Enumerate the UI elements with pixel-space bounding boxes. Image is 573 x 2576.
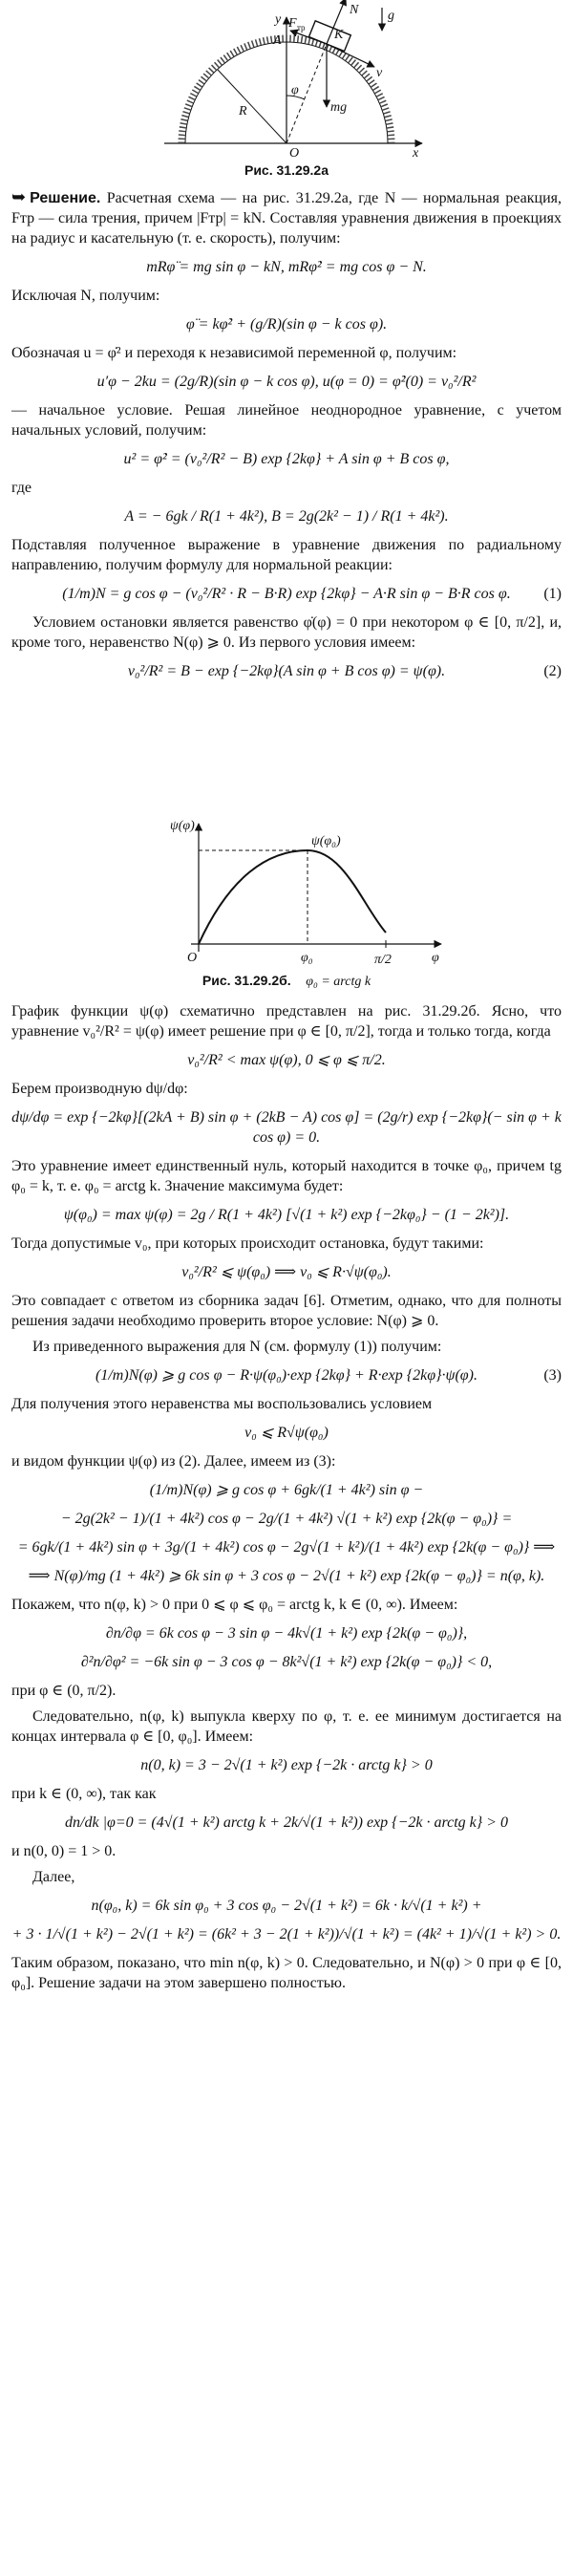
equation-body: (1/m)N = g cos φ − (v₀²/R² · R − B·R) exp {2kφ} − A·R sin φ − B·R cos φ. (62, 586, 511, 602)
paragraph: — начальное условие. Решая линейное неоднородное уравнение, с учетом начальных условий, получим: (11, 402, 562, 439)
figure-2-caption (0, 973, 573, 990)
label-Ftr: F (288, 16, 297, 31)
equation: − 2g(2k² − 1)/(1 + 4k²) cos φ − 2g/(1 + 4k²) √(1 + k²) exp {2k(φ − φ₀)} = (60, 1511, 513, 1527)
equation: v₀²/R² < max ψ(φ), 0 ⩽ φ ⩽ π/2. (187, 1052, 386, 1068)
label-N: N (350, 3, 359, 17)
paragraph: График функции ψ(φ) схематично представлен на рис. 31.29.2б. Ясно, что уравнение v₀²/R² = ψ(φ) имеет решение при φ ∈ [0, π/2], тогда и только тогда, когда (11, 1003, 562, 1040)
equation: v₀²/R² ⩽ ψ(φ₀) ⟹ v₀ ⩽ R·√ψ(φ₀). (181, 1264, 392, 1280)
figure-1 (0, 0, 573, 161)
equation: φ̈ = kφ̇² + (g/R)(sin φ − k cos φ). (185, 316, 388, 333)
label-x: x (413, 146, 419, 161)
equation: (1/m)N(φ) ⩾ g cos φ + 6gk/(1 + 4k²) sin φ − (149, 1482, 424, 1498)
velocity-vector (327, 44, 374, 67)
equation: ⟹ N(φ)/mg (1 + 4k²) ⩾ 6k sin φ + 3 cos φ − 2√(1 + k²) exp {2k(φ − φ₀)} = n(φ, k). (28, 1568, 545, 1584)
paragraph: Из приведенного выражения для N (см. формулу (1)) получим: (32, 1339, 442, 1355)
equation (11, 584, 562, 604)
figure-1-caption: Рис. 31.29.2а (244, 162, 329, 178)
equation: dn/dk |φ=0 = (4√(1 + k²) arctg k + 2k/√(1 + k²)) exp {−2k · arctg k} > 0 (65, 1814, 508, 1831)
equation: A = − 6gk / R(1 + 4k²), B = 2g(2k² − 1) / R(1 + 4k²). (124, 508, 449, 525)
paragraph: Покажем, что n(φ, k) > 0 при 0 ⩽ φ ⩽ φ₀ = arctg k, k ∈ (0, ∞). Имеем: (11, 1597, 458, 1613)
equation: mRφ̈ = mg sin φ − kN, mRφ̇² = mg cos φ − N. (146, 259, 427, 275)
paragraph: Исключая N, получим: (11, 288, 160, 304)
equation: ψ(φ₀) = max ψ(φ) = 2g / R(1 + 4k²) [√(1 + k²) exp {−2kφ₀} − (1 − 2k²)]. (63, 1207, 510, 1223)
label-psi0: ψ(φ₀) (311, 834, 341, 848)
label-K: K (334, 28, 344, 42)
figure-2 (0, 810, 573, 971)
paragraph: Это совпадает с ответом из сборника задач [6]. Отметим, однако, что для полноты решения задачи необходимо проверить второе условие: N(φ) ⩾ 0. (11, 1293, 562, 1329)
label-phi0: φ₀ (301, 951, 313, 965)
label-O: O (187, 951, 198, 965)
equation: v₀ ⩽ R√ψ(φ₀) (244, 1425, 329, 1441)
equation (11, 661, 562, 681)
label-v: v (376, 66, 383, 80)
label-phi: φ (432, 951, 439, 965)
paragraph: и n(0, 0) = 1 > 0. (11, 1843, 117, 1859)
paragraph: Берем производную dψ/dφ: (11, 1081, 188, 1097)
label-psi: ψ(φ) (170, 819, 195, 833)
label-pi-half: π/2 (374, 953, 392, 967)
equation-body: v₀²/R² = B − exp {−2kφ}(A sin φ + B cos φ) = ψ(φ). (127, 663, 446, 679)
paragraph: Условием остановки является равенство φ̇(φ) = 0 при некотором φ ∈ [0, π/2], и, кроме того, неравенство N(φ) ⩾ 0. Из первого условия имеем: (11, 614, 562, 651)
figure-2-caption-note: φ₀ = arctg k (306, 975, 371, 989)
equation: ∂n/∂φ = 6k cos φ − 3 sin φ − 4k√(1 + k²) exp {2k(φ − φ₀)}, (105, 1625, 468, 1642)
paragraph: Обозначая u = φ̇² и переходя к независимой переменной φ, получим: (11, 345, 457, 361)
label-g: g (388, 9, 394, 23)
label-O: O (289, 146, 300, 161)
equation-number: (1) (543, 586, 562, 602)
equation: dψ/dφ = exp {−2kφ}[(2kA + B) sin φ + (2kB − A) cos φ] = (2g/r) exp {−2kφ}(− sin φ + k cos φ) = 0. (11, 1109, 562, 1146)
pointer-arrow-icon: ➥ (11, 187, 27, 207)
radius-line (218, 70, 286, 143)
equation: ∂²n/∂φ² = −6k sin φ − 3 cos φ − 8k²√(1 + k²) exp {2k(φ − φ₀)} < 0, (80, 1654, 493, 1670)
paragraph: при φ ∈ (0, π/2). (11, 1683, 117, 1699)
label-Ftr-sub: тр (297, 23, 306, 32)
equation: + 3 · 1/√(1 + k²) − 2√(1 + k²) = (6k² + 3 − 2(1 + k²))/√(1 + k²) = (4k² + 1)/√(1 + k²) > 0. (11, 1926, 562, 1943)
equation: = 6gk/(1 + 4k²) sin φ + 3g/(1 + 4k²) cos φ − 2g√(1 + k²)/(1 + 4k²) exp {2k(φ − φ₀)} ⟹ (17, 1539, 556, 1556)
equation: n(0, k) = 3 − 2√(1 + k²) exp {−2k · arctg k} > 0 (140, 1757, 433, 1773)
paragraph: Следовательно, n(φ, k) выпукла кверху по φ, т. е. ее минимум достигается на концах интервала φ ∈ [0, φ₀]. Имеем: (11, 1708, 562, 1745)
paragraph: Расчетная схема — на рис. 31.29.2а, где N — нормальная реакция, Fтр — сила трения, причем |Fтр| = kN. Составляя уравнения движения в проекциях на радиус и касательную (т. е. скорость), получим: (11, 190, 562, 247)
paragraph: и видом функции ψ(φ) из (2). Далее, имеем из (3): (11, 1453, 336, 1470)
solution-part-2 (11, 1001, 562, 1999)
solution-heading: Решение. (30, 190, 101, 206)
paragraph: при k ∈ (0, ∞), так как (11, 1786, 157, 1802)
label-phi: φ (291, 83, 299, 97)
label-R: R (239, 104, 247, 118)
label-mg: mg (330, 100, 348, 115)
paragraph: Подставляя полученное выражение в уравнение движения по радиальному направлению, получим формулу для нормальной реакции: (11, 537, 562, 573)
psi-curve (199, 850, 386, 944)
paragraph: где (11, 480, 32, 496)
paragraph: Тогда допустимые v₀, при которых происходит остановка, будут такими: (11, 1235, 484, 1252)
equation-number: (3) (543, 1367, 562, 1384)
equation: u′φ − 2ku = (2g/R)(sin φ − k cos φ), u(φ = 0) = φ̇²(0) = v₀²/R² (96, 374, 477, 390)
equation (11, 1365, 562, 1385)
paragraph: Это уравнение имеет единственный нуль, который находится в точке φ₀, причем tg φ₀ = k, т. е. φ₀ = arctg k. Значение максимума будет: (11, 1158, 562, 1194)
paragraph: Для получения этого неравенства мы воспользовались условием (11, 1396, 433, 1412)
paragraph: Далее, (32, 1869, 75, 1885)
equation: n(φ₀, k) = 6k sin φ₀ + 3 cos φ₀ − 2√(1 + k²) = 6k · k/√(1 + k²) + (91, 1898, 482, 1914)
label-A: A (273, 33, 282, 48)
figure-2-caption-label: Рис. 31.29.2б. (202, 973, 291, 988)
label-y: y (275, 12, 282, 27)
equation-body: (1/m)N(φ) ⩾ g cos φ − R·ψ(φ₀)·exp {2kφ} + R·exp {2kφ}·ψ(φ). (96, 1367, 478, 1384)
paragraph: Таким образом, показано, что min n(φ, k) > 0. Следовательно, и N(φ) > 0 при φ ∈ [0, φ₀]. Решение задачи на этом завершено полностью. (11, 1955, 562, 1991)
equation: u² = φ̇² = (v₀²/R² − B) exp {2kφ} + A sin φ + B cos φ, (123, 451, 450, 467)
solution-part-1 (11, 187, 562, 690)
equation-number: (2) (543, 663, 562, 679)
